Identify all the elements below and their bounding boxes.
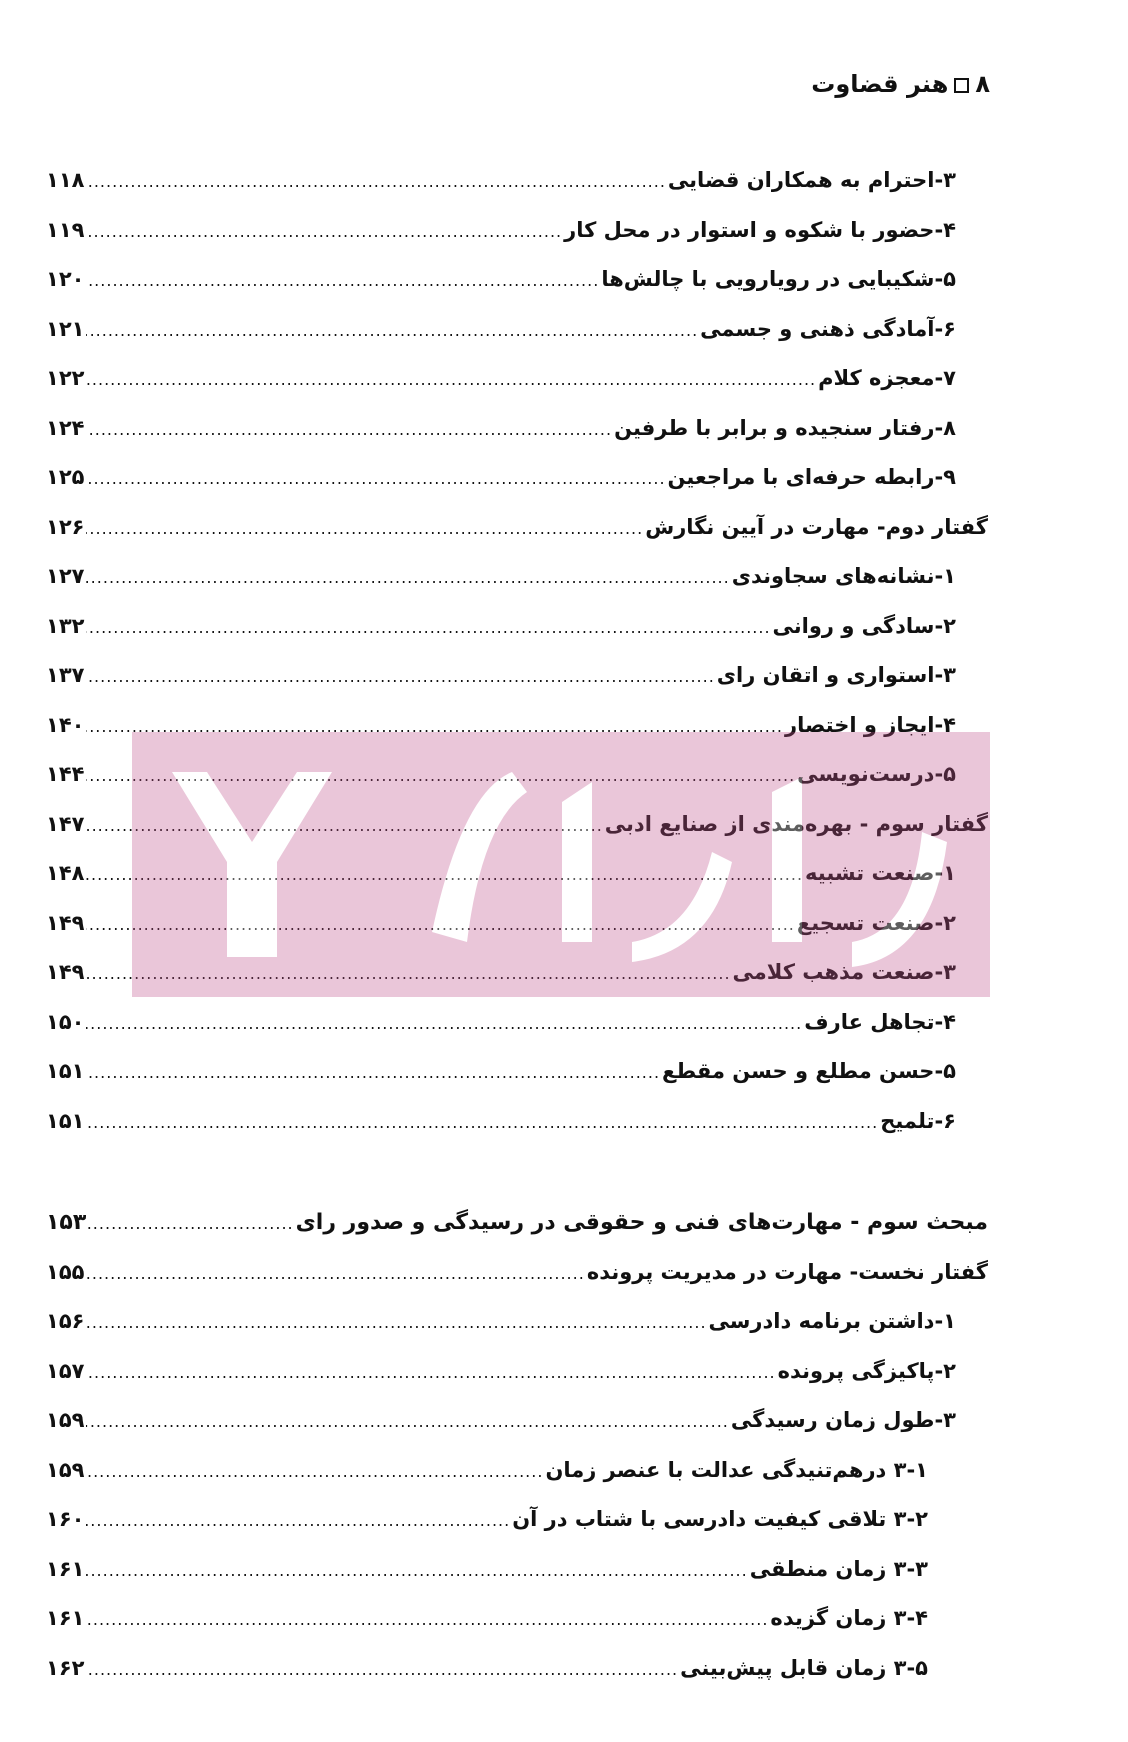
- toc-entry: [46, 1545, 988, 1595]
- toc-entry-page: ۱۵۱: [46, 1108, 85, 1133]
- toc-entry-title: ۳-۵ زمان قابل پیش‌بینی: [680, 1655, 928, 1680]
- toc-entry-title: گفتار سوم - بهره‌مندی از صنایع ادبی: [604, 811, 988, 836]
- toc-entry: [46, 206, 988, 256]
- toc-entry-title: ۸-رفتار سنجیده و برابر با طرفین: [614, 415, 956, 440]
- dot-leader: [86, 1098, 878, 1148]
- toc-entry: [46, 1347, 988, 1397]
- dot-leader: [86, 1348, 775, 1398]
- toc-entry-page: ۱۵۷: [46, 1358, 85, 1383]
- dot-leader: [86, 949, 730, 999]
- dot-leader: [86, 306, 698, 356]
- toc-entry-title: ۳-احترام به همکاران قضایی: [667, 168, 956, 192]
- toc-entry-title: ۴-تجاهل عارف: [804, 1009, 956, 1034]
- toc-entry-title: ۳-۱ درهم‌تنیدگی عدالت با عنصر زمان: [545, 1457, 928, 1482]
- toc-entry-page: ۱۵۹: [46, 1457, 85, 1482]
- dot-leader: [86, 1397, 728, 1447]
- toc-entry: [46, 800, 988, 850]
- toc-entry-title: ۷-معجزه کلام: [818, 366, 956, 390]
- toc-entry-page: ۱۲۲: [46, 366, 85, 390]
- dot-leader: [86, 1249, 584, 1299]
- dot-leader: [86, 157, 665, 207]
- square-bullet-icon: [954, 78, 969, 93]
- toc-entry: [46, 1495, 988, 1545]
- toc-entry-page: ۱۱۸: [46, 168, 85, 192]
- toc-entry-title: ۴-حضور با شکوه و استوار در محل کار: [564, 217, 956, 242]
- toc-entry-title: ۱-صنعت تشبیه: [805, 861, 956, 885]
- toc-entry: [46, 1446, 988, 1496]
- toc-entry: [46, 156, 988, 206]
- toc-entry-title: ۱-داشتن برنامه دادرسی: [708, 1309, 956, 1333]
- toc-entry: [46, 1047, 988, 1097]
- toc-entry: [46, 899, 988, 949]
- book-title: هنر قضاوت: [811, 70, 949, 98]
- toc-entry-page: ۱۶۱: [46, 1606, 85, 1630]
- toc-entry-title: مبحث سوم - مهارت‌های فنی و حقوقی در رسیدگی و صدور رای: [295, 1210, 988, 1235]
- dot-leader: [86, 850, 803, 900]
- toc-entry-title: ۲-سادگی و روانی: [772, 613, 956, 638]
- toc-entry-title: ۳-طول زمان رسیدگی: [730, 1408, 956, 1432]
- dot-leader: [86, 999, 802, 1049]
- dot-leader: [86, 1645, 678, 1695]
- dot-leader: [86, 256, 599, 306]
- toc-entry: [46, 750, 988, 800]
- toc-entry-title: ۶-تلمیح: [880, 1108, 956, 1133]
- toc-entry-page: ۱۲۵: [46, 465, 85, 489]
- toc-entry-title: ۳-۲ تلاقی کیفیت دادرسی با شتاب در آن: [512, 1507, 928, 1531]
- dot-leader: [86, 900, 794, 950]
- toc-entry: [46, 1644, 988, 1694]
- toc-entry-page: ۱۴۸: [46, 861, 85, 885]
- toc-entry-title: گفتار دوم- مهارت در آیین نگارش: [645, 514, 988, 539]
- toc-entry: [46, 354, 988, 404]
- toc-entry-page: ۱۲۷: [46, 564, 85, 588]
- dot-leader: [86, 702, 783, 752]
- dot-leader: [86, 652, 714, 702]
- toc-entry-title: ۹-رابطه حرفه‌ای با مراجعین: [667, 465, 956, 489]
- dot-leader: [86, 1447, 543, 1497]
- toc-entry-page: ۱۵۵: [46, 1259, 85, 1284]
- toc-entry-page: ۱۱۹: [46, 217, 85, 242]
- dot-leader: [86, 751, 795, 801]
- dot-leader: [86, 207, 562, 257]
- toc-entry: [46, 1248, 988, 1298]
- toc-entry-title: ۳-استواری و اتقان رای: [716, 663, 956, 687]
- toc-entry-page: ۱۲۴: [46, 415, 85, 440]
- toc-entry: [46, 404, 988, 454]
- dot-leader: [86, 801, 602, 851]
- toc-entry-page: ۱۵۱: [46, 1059, 85, 1083]
- dot-leader: [86, 1298, 706, 1348]
- toc-entry-title: ۳-۴ زمان گزیده: [770, 1606, 928, 1630]
- toc-entry: [46, 503, 988, 553]
- toc-entry-title: ۲-صنعت تسجیع: [796, 910, 956, 935]
- toc-entry-page: ۱۵۰: [46, 1009, 85, 1034]
- toc-entry-page: ۱۵۳: [46, 1210, 87, 1235]
- dot-leader: [86, 1496, 510, 1546]
- toc-entry: [46, 1594, 988, 1644]
- toc-entry: [46, 1396, 988, 1446]
- toc-entry-title: ۵-حسن مطلع و حسن مقطع: [662, 1059, 956, 1083]
- toc-entry: [46, 998, 988, 1048]
- toc-entry-page: ۱۲۶: [46, 514, 85, 539]
- toc-entry-title: ۶-آمادگی ذهنی و جسمی: [700, 316, 956, 341]
- toc-entry-page: ۱۴۹: [46, 960, 85, 984]
- dot-leader: [86, 355, 816, 405]
- toc-entry: [46, 1097, 988, 1147]
- toc-entry-page: ۱۶۲: [46, 1655, 85, 1680]
- toc-entry-page: ۱۳۲: [46, 613, 85, 638]
- dot-leader: [86, 1595, 768, 1645]
- toc-entry-title: گفتار نخست- مهارت در مدیریت پرونده: [586, 1259, 988, 1284]
- toc-entry-page: ۱۴۴: [46, 762, 85, 786]
- dot-leader: [86, 1048, 660, 1098]
- toc-entry: [46, 1198, 988, 1248]
- toc-entry-title: ۵-شکیبایی در رویارویی با چالش‌ها: [601, 267, 956, 291]
- toc-entry: [46, 305, 988, 355]
- toc-entry-title: ۱-نشانه‌های سجاوندی: [731, 564, 956, 588]
- toc-entry-page: ۱۶۱: [46, 1556, 85, 1581]
- toc-entry: [46, 255, 988, 305]
- toc-entry: [46, 849, 988, 899]
- page-number: ۸: [975, 70, 990, 98]
- toc-entry-title: ۴-ایجاز و اختصار: [785, 712, 956, 737]
- toc-block-1: [46, 156, 988, 1146]
- toc-entry-page: ۱۴۷: [46, 811, 85, 836]
- toc-entry-title: ۳-۳ زمان منطقی: [749, 1556, 928, 1581]
- toc-entry: [46, 552, 988, 602]
- dot-leader: [86, 454, 665, 504]
- dot-leader: [86, 603, 770, 653]
- toc-block-2: [46, 1198, 988, 1693]
- dot-leader: [86, 504, 643, 554]
- toc-entry: [46, 1297, 988, 1347]
- toc-entry: [46, 948, 988, 998]
- toc-entry: [46, 453, 988, 503]
- toc-entry-page: ۱۶۰: [46, 1507, 85, 1531]
- dot-leader: [88, 1199, 293, 1249]
- toc-entry-title: ۲-پاکیزگی پرونده: [777, 1358, 956, 1383]
- toc-entry-page: ۱۴۰: [46, 712, 85, 737]
- toc-entry-page: ۱۴۹: [46, 910, 85, 935]
- toc-entry-page: ۱۵۹: [46, 1408, 85, 1432]
- dot-leader: [86, 553, 729, 603]
- toc-entry-title: ۳-صنعت مذهب کلامی: [732, 960, 956, 984]
- toc-entry-page: ۱۵۶: [46, 1309, 85, 1333]
- toc-entry-page: ۱۳۷: [46, 663, 85, 687]
- toc-entry: [46, 651, 988, 701]
- toc-entry: [46, 701, 988, 751]
- dot-leader: [86, 405, 612, 455]
- toc-entry-title: ۵-درست‌نویسی: [797, 762, 956, 786]
- running-header: [811, 70, 990, 98]
- toc-entry-page: ۱۲۱: [46, 316, 85, 341]
- dot-leader: [86, 1546, 747, 1596]
- toc-entry: [46, 602, 988, 652]
- toc-entry-page: ۱۲۰: [46, 267, 85, 291]
